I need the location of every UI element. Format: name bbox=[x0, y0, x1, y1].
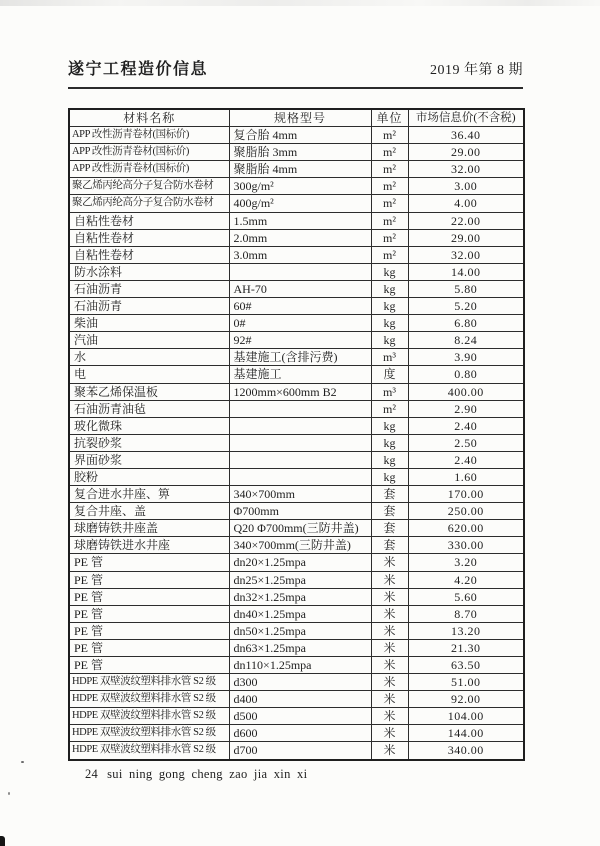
cell-material-name: PE 管 bbox=[69, 571, 229, 588]
cell-unit: 米 bbox=[371, 742, 408, 760]
cell-price: 22.00 bbox=[408, 212, 524, 229]
cell-material-name: 复合进水井座、箅 bbox=[69, 486, 229, 503]
table-row bbox=[69, 588, 524, 605]
cell-price: 3.20 bbox=[408, 554, 524, 571]
cell-price: 1.60 bbox=[408, 468, 524, 485]
table-row bbox=[69, 349, 524, 366]
cell-price: 2.50 bbox=[408, 434, 524, 451]
cell-spec-model: 340×700mm bbox=[229, 486, 371, 503]
table-row bbox=[69, 263, 524, 280]
cell-price: 0.80 bbox=[408, 366, 524, 383]
table-row bbox=[69, 366, 524, 383]
cell-spec-model: d400 bbox=[229, 691, 371, 708]
cell-spec-model: 340×700mm(三防井盖) bbox=[229, 537, 371, 554]
cell-price: 8.24 bbox=[408, 332, 524, 349]
cell-unit: 米 bbox=[371, 674, 408, 691]
cell-spec-model: 基建施工(含排污费) bbox=[229, 349, 371, 366]
cell-material-name: PE 管 bbox=[69, 605, 229, 622]
cell-spec-model: Φ700mm bbox=[229, 503, 371, 520]
cell-unit: 米 bbox=[371, 605, 408, 622]
cell-unit: kg bbox=[371, 315, 408, 332]
scan-corner-mark-artifact bbox=[0, 836, 5, 846]
table-row bbox=[69, 298, 524, 315]
cell-spec-model: dn63×1.25mpa bbox=[229, 639, 371, 656]
table-row bbox=[69, 554, 524, 571]
table-row bbox=[69, 674, 524, 691]
table-row bbox=[69, 657, 524, 674]
cell-price: 144.00 bbox=[408, 725, 524, 742]
cell-material-name: APP 改性沥青卷材(国标价) bbox=[69, 144, 229, 161]
cell-material-name: APP 改性沥青卷材(国标价) bbox=[69, 127, 229, 144]
table-row bbox=[69, 332, 524, 349]
cell-price: 32.00 bbox=[408, 161, 524, 178]
table-row bbox=[69, 195, 524, 212]
cell-spec-model: 400g/m² bbox=[229, 195, 371, 212]
page-footer bbox=[85, 767, 307, 782]
cell-material-name: 聚乙烯丙纶高分子复合防水卷材 bbox=[69, 178, 229, 195]
cell-material-name: 石油沥青 bbox=[69, 280, 229, 297]
cell-spec-model bbox=[229, 400, 371, 417]
cell-material-name: HDPE 双壁波纹塑料排水管 S2 级 bbox=[69, 708, 229, 725]
cell-unit: m² bbox=[371, 178, 408, 195]
cell-material-name: PE 管 bbox=[69, 588, 229, 605]
scan-speck-artifact bbox=[8, 792, 10, 795]
cell-spec-model: d300 bbox=[229, 674, 371, 691]
cell-unit: kg bbox=[371, 451, 408, 468]
cell-unit: kg bbox=[371, 263, 408, 280]
cell-unit: kg bbox=[371, 280, 408, 297]
cell-price: 36.40 bbox=[408, 127, 524, 144]
cell-material-name: PE 管 bbox=[69, 639, 229, 656]
cell-unit: 套 bbox=[371, 537, 408, 554]
table-row bbox=[69, 144, 524, 161]
table-row bbox=[69, 315, 524, 332]
col-header-market-price: 市场信息价(不含税) bbox=[408, 109, 524, 127]
table-row bbox=[69, 708, 524, 725]
cell-spec-model bbox=[229, 263, 371, 280]
cell-unit: m² bbox=[371, 161, 408, 178]
cell-spec-model: dn20×1.25mpa bbox=[229, 554, 371, 571]
cell-spec-model: 2.0mm bbox=[229, 229, 371, 246]
cell-unit: 套 bbox=[371, 486, 408, 503]
masthead bbox=[68, 56, 523, 79]
table-row bbox=[69, 161, 524, 178]
cell-unit: m² bbox=[371, 229, 408, 246]
cell-material-name: 胶粉 bbox=[69, 468, 229, 485]
table-row bbox=[69, 571, 524, 588]
table-row bbox=[69, 742, 524, 760]
cell-material-name: 玻化微珠 bbox=[69, 417, 229, 434]
cell-price: 2.40 bbox=[408, 417, 524, 434]
journal-title: 遂宁工程造价信息 bbox=[68, 61, 209, 78]
cell-material-name: 抗裂砂浆 bbox=[69, 434, 229, 451]
table-row bbox=[69, 639, 524, 656]
cell-unit: 米 bbox=[371, 622, 408, 639]
cell-spec-model: d500 bbox=[229, 708, 371, 725]
table-row bbox=[69, 725, 524, 742]
cell-material-name: HDPE 双壁波纹塑料排水管 S2 级 bbox=[69, 742, 229, 760]
cell-material-name: 自粘性卷材 bbox=[69, 212, 229, 229]
cell-unit: 套 bbox=[371, 503, 408, 520]
cell-unit: 米 bbox=[371, 708, 408, 725]
cell-price: 2.40 bbox=[408, 451, 524, 468]
cell-price: 29.00 bbox=[408, 229, 524, 246]
cell-unit: 米 bbox=[371, 725, 408, 742]
cell-material-name: PE 管 bbox=[69, 622, 229, 639]
cell-price: 8.70 bbox=[408, 605, 524, 622]
cell-material-name: 自粘性卷材 bbox=[69, 246, 229, 263]
cell-price: 63.50 bbox=[408, 657, 524, 674]
cell-unit: kg bbox=[371, 298, 408, 315]
cell-price: 250.00 bbox=[408, 503, 524, 520]
cell-material-name: 石油沥青油毡 bbox=[69, 400, 229, 417]
table-row bbox=[69, 605, 524, 622]
cell-spec-model: d600 bbox=[229, 725, 371, 742]
cell-price: 4.20 bbox=[408, 571, 524, 588]
table-row bbox=[69, 691, 524, 708]
cell-material-name: 复合井座、盖 bbox=[69, 503, 229, 520]
scan-speck-artifact bbox=[21, 761, 24, 763]
cell-material-name: 水 bbox=[69, 349, 229, 366]
cell-unit: m³ bbox=[371, 349, 408, 366]
cell-price: 620.00 bbox=[408, 520, 524, 537]
cell-material-name: PE 管 bbox=[69, 657, 229, 674]
cell-unit: 米 bbox=[371, 571, 408, 588]
table-row bbox=[69, 434, 524, 451]
cell-material-name: HDPE 双壁波纹塑料排水管 S2 级 bbox=[69, 674, 229, 691]
cell-unit: m² bbox=[371, 212, 408, 229]
cell-material-name: 汽油 bbox=[69, 332, 229, 349]
issue-label: 2019 年第 8 期 bbox=[430, 63, 523, 78]
cell-price: 3.00 bbox=[408, 178, 524, 195]
cell-unit: m² bbox=[371, 144, 408, 161]
cell-spec-model: 92# bbox=[229, 332, 371, 349]
cell-unit: kg bbox=[371, 468, 408, 485]
cell-spec-model bbox=[229, 417, 371, 434]
footer-pinyin: sui ning gong cheng zao jia xin xi bbox=[107, 767, 308, 781]
table-row bbox=[69, 178, 524, 195]
cell-price: 92.00 bbox=[408, 691, 524, 708]
cell-unit: 米 bbox=[371, 639, 408, 656]
cell-unit: m² bbox=[371, 195, 408, 212]
cell-price: 170.00 bbox=[408, 486, 524, 503]
cell-spec-model: 聚脂胎 4mm bbox=[229, 161, 371, 178]
cell-spec-model: 聚脂胎 3mm bbox=[229, 144, 371, 161]
cell-material-name: APP 改性沥青卷材(国标价) bbox=[69, 161, 229, 178]
cell-material-name: 界面砂浆 bbox=[69, 451, 229, 468]
table-row bbox=[69, 383, 524, 400]
table-row bbox=[69, 468, 524, 485]
table-header bbox=[69, 109, 524, 127]
cell-price: 2.90 bbox=[408, 400, 524, 417]
cell-price: 400.00 bbox=[408, 383, 524, 400]
col-header-unit: 单位 bbox=[371, 109, 408, 127]
cell-price: 3.90 bbox=[408, 349, 524, 366]
cell-price: 5.60 bbox=[408, 588, 524, 605]
cell-material-name: 电 bbox=[69, 366, 229, 383]
table-row bbox=[69, 127, 524, 144]
cell-price: 4.00 bbox=[408, 195, 524, 212]
cell-unit: kg bbox=[371, 417, 408, 434]
cell-spec-model: 300g/m² bbox=[229, 178, 371, 195]
cell-spec-model: 60# bbox=[229, 298, 371, 315]
cell-price: 6.80 bbox=[408, 315, 524, 332]
cell-unit: kg bbox=[371, 434, 408, 451]
cell-spec-model: 3.0mm bbox=[229, 246, 371, 263]
cell-spec-model: dn32×1.25mpa bbox=[229, 588, 371, 605]
cell-material-name: 球磨铸铁进水井座 bbox=[69, 537, 229, 554]
cell-material-name: 石油沥青 bbox=[69, 298, 229, 315]
material-price-table bbox=[68, 108, 525, 761]
cell-spec-model: dn110×1.25mpa bbox=[229, 657, 371, 674]
table-row bbox=[69, 229, 524, 246]
cell-price: 104.00 bbox=[408, 708, 524, 725]
cell-material-name: HDPE 双壁波纹塑料排水管 S2 级 bbox=[69, 725, 229, 742]
cell-material-name: 聚苯乙烯保温板 bbox=[69, 383, 229, 400]
cell-unit: 米 bbox=[371, 657, 408, 674]
cell-price: 5.20 bbox=[408, 298, 524, 315]
table-row bbox=[69, 212, 524, 229]
cell-unit: 米 bbox=[371, 554, 408, 571]
cell-spec-model: 1200mm×600mm B2 bbox=[229, 383, 371, 400]
col-header-material-name: 材料名称 bbox=[69, 109, 229, 127]
table-row bbox=[69, 400, 524, 417]
cell-spec-model: Q20 Φ700mm(三防井盖) bbox=[229, 520, 371, 537]
cell-spec-model: 1.5mm bbox=[229, 212, 371, 229]
table-row bbox=[69, 486, 524, 503]
cell-price: 340.00 bbox=[408, 742, 524, 760]
cell-material-name: 自粘性卷材 bbox=[69, 229, 229, 246]
cell-spec-model bbox=[229, 468, 371, 485]
cell-material-name: HDPE 双壁波纹塑料排水管 S2 级 bbox=[69, 691, 229, 708]
cell-unit: m² bbox=[371, 400, 408, 417]
cell-spec-model: d700 bbox=[229, 742, 371, 760]
cell-spec-model bbox=[229, 451, 371, 468]
cell-unit: 度 bbox=[371, 366, 408, 383]
page-number: 24 bbox=[85, 767, 99, 781]
cell-price: 21.30 bbox=[408, 639, 524, 656]
table-header-row bbox=[69, 109, 524, 127]
cell-spec-model: 0# bbox=[229, 315, 371, 332]
table-row bbox=[69, 417, 524, 434]
cell-spec-model bbox=[229, 434, 371, 451]
table-row bbox=[69, 520, 524, 537]
cell-price: 5.80 bbox=[408, 280, 524, 297]
cell-material-name: 球磨铸铁井座盖 bbox=[69, 520, 229, 537]
table-row bbox=[69, 537, 524, 554]
table-row bbox=[69, 503, 524, 520]
masthead-rule bbox=[68, 87, 523, 89]
cell-unit: m³ bbox=[371, 383, 408, 400]
cell-unit: 套 bbox=[371, 520, 408, 537]
table-row bbox=[69, 622, 524, 639]
cell-spec-model: dn50×1.25mpa bbox=[229, 622, 371, 639]
table-row bbox=[69, 451, 524, 468]
table-row bbox=[69, 280, 524, 297]
cell-unit: 米 bbox=[371, 588, 408, 605]
table-row bbox=[69, 246, 524, 263]
cell-price: 51.00 bbox=[408, 674, 524, 691]
cell-material-name: 柴油 bbox=[69, 315, 229, 332]
cell-price: 32.00 bbox=[408, 246, 524, 263]
cell-spec-model: dn25×1.25mpa bbox=[229, 571, 371, 588]
cell-price: 13.20 bbox=[408, 622, 524, 639]
scan-smudge-artifact bbox=[0, 0, 600, 6]
cell-price: 330.00 bbox=[408, 537, 524, 554]
cell-unit: 米 bbox=[371, 691, 408, 708]
cell-material-name: PE 管 bbox=[69, 554, 229, 571]
cell-spec-model: 基建施工 bbox=[229, 366, 371, 383]
cell-spec-model: AH-70 bbox=[229, 280, 371, 297]
cell-unit: m² bbox=[371, 246, 408, 263]
cell-unit: m² bbox=[371, 127, 408, 144]
cell-price: 14.00 bbox=[408, 263, 524, 280]
cell-spec-model: dn40×1.25mpa bbox=[229, 605, 371, 622]
cell-material-name: 防水涂料 bbox=[69, 263, 229, 280]
cell-material-name: 聚乙烯丙纶高分子复合防水卷材 bbox=[69, 195, 229, 212]
cell-unit: kg bbox=[371, 332, 408, 349]
table-body bbox=[69, 127, 524, 760]
cell-price: 29.00 bbox=[408, 144, 524, 161]
col-header-spec-model: 规格型号 bbox=[229, 109, 371, 127]
cell-spec-model: 复合胎 4mm bbox=[229, 127, 371, 144]
